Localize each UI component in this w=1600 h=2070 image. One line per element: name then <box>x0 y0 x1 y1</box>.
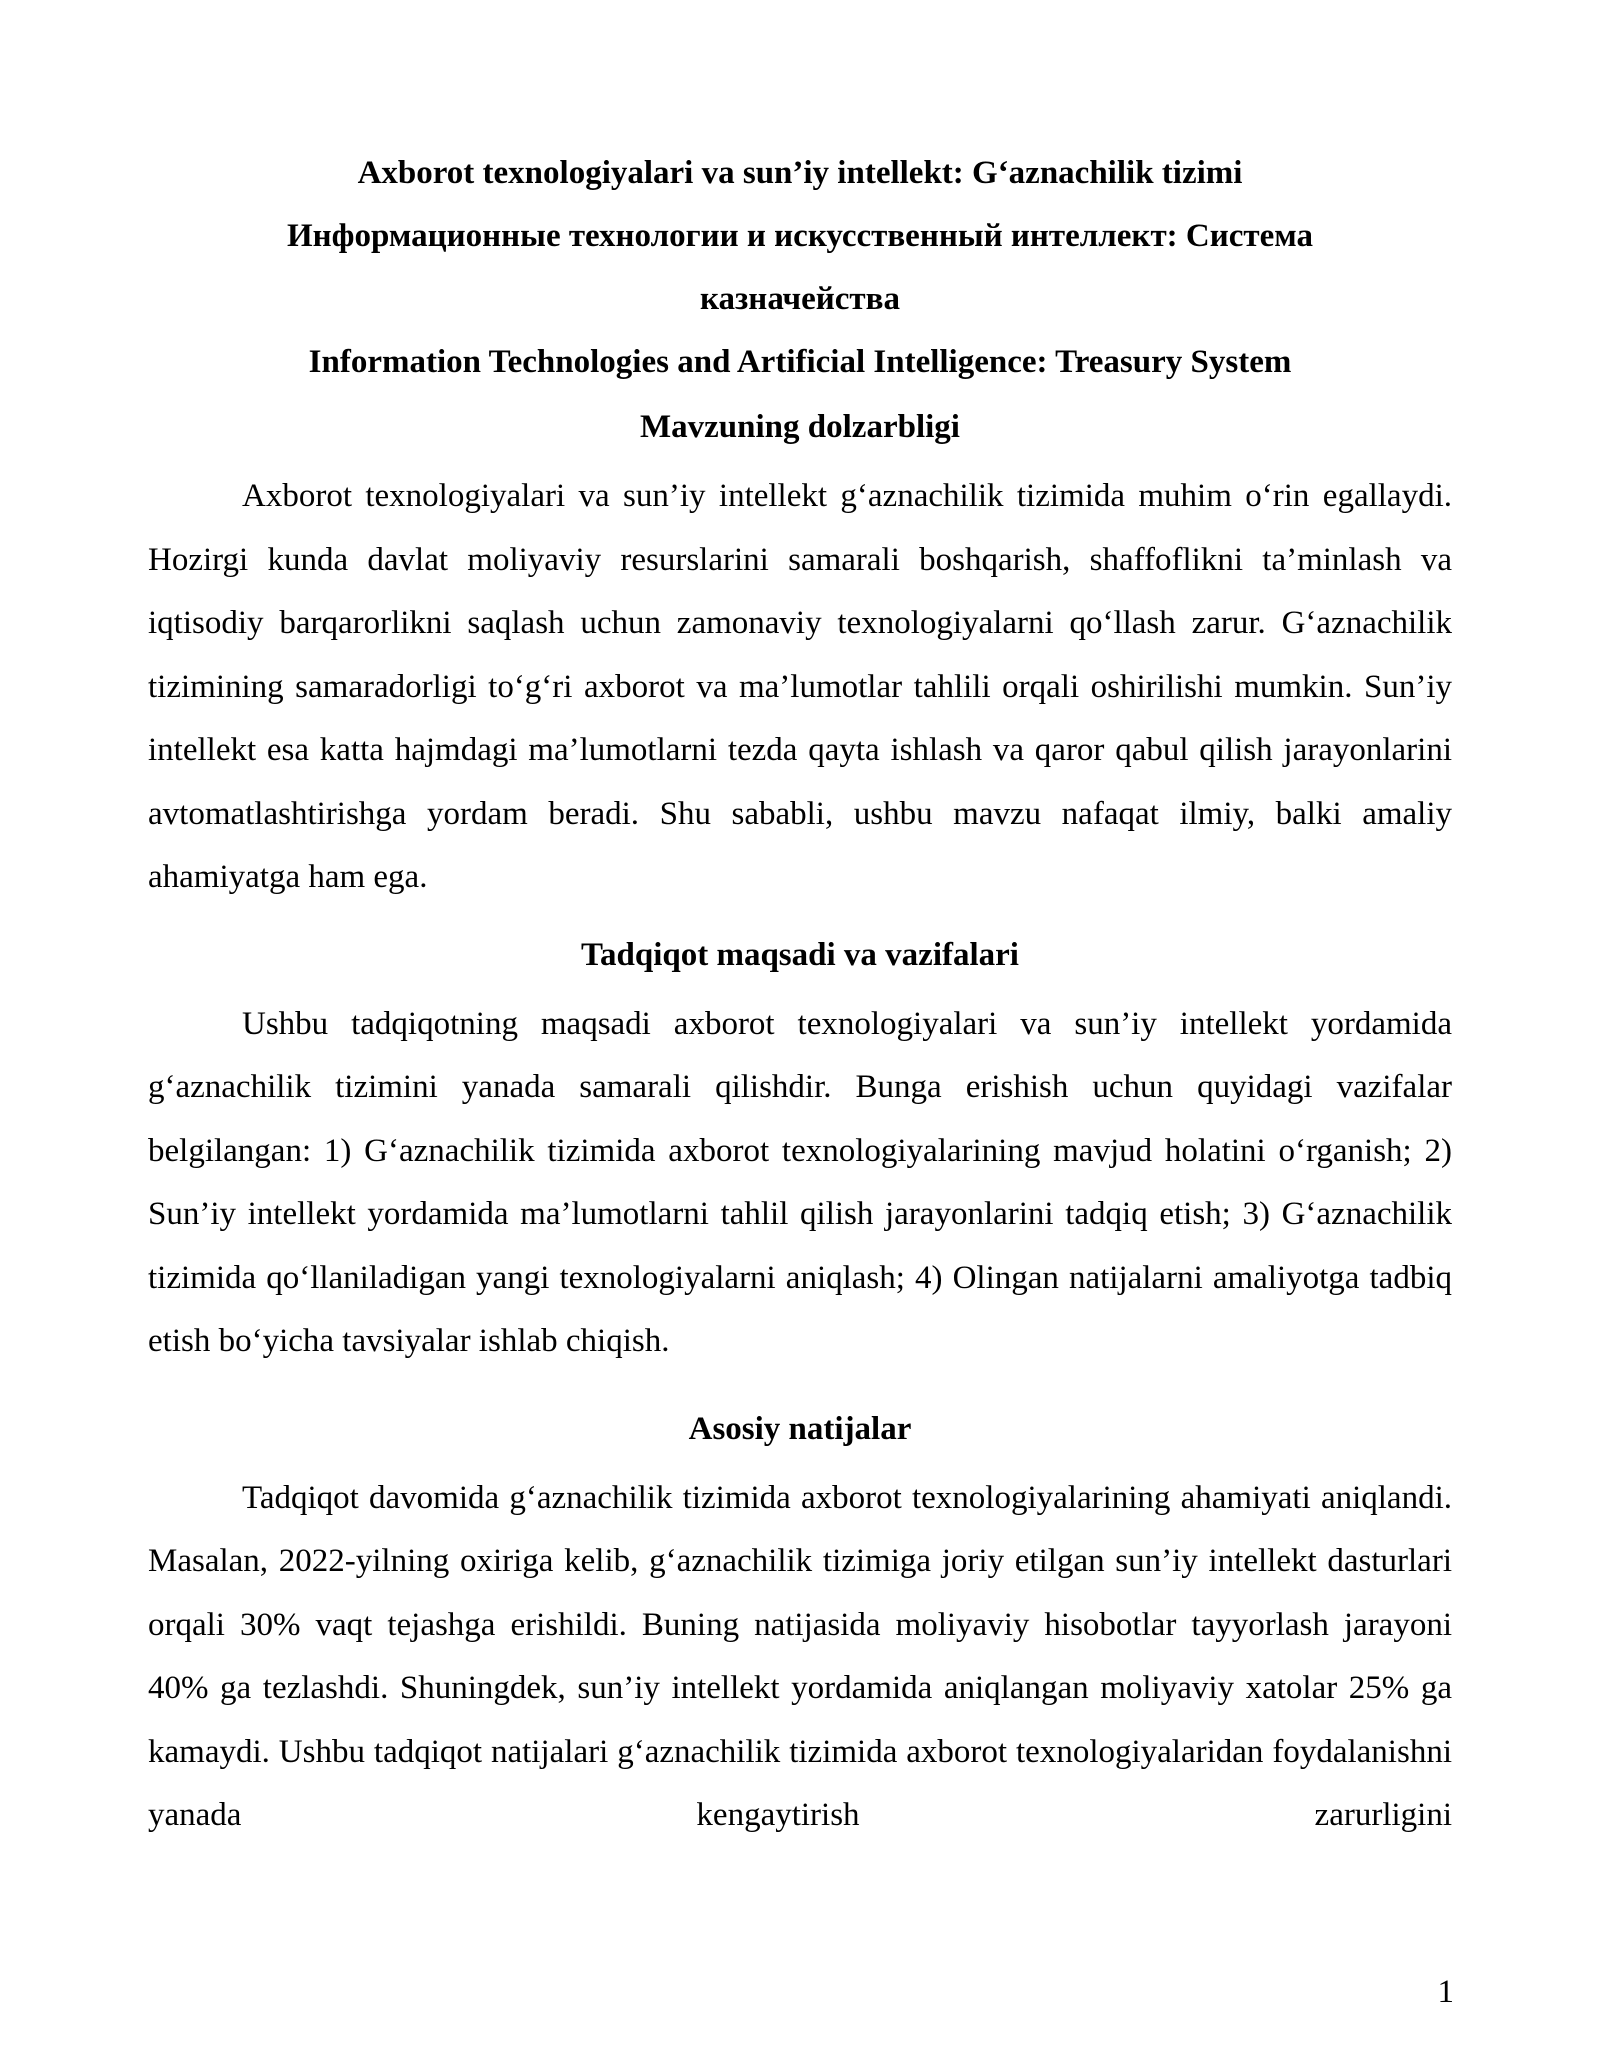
section-heading-results: Asosiy natijalar <box>688 1410 912 1447</box>
section-text-relevance: Axborot texnologiyalari va sun’iy intellekt g‘aznachilik tizimida muhim o‘rin egallaydi. Hozirgi kunda davlat moliyaviy resurslarini samarali boshqarish, shaffoflikni ta’minlash va iqtisodiy barqarorlikni saqlash uchun zamonaviy texnologiyalarni qo‘llash zarur. G‘aznachilik tizimining samaradorligi to‘g‘ri axborot va ma’lumotlar tahlili orqali oshirilishi mumkin. Sun’iy intellekt esa katta hajmdagi ma’lumotlarni tezda qayta ishlash va qaror qabul qilish jarayonlarini avtomatlashtirishga yordam beradi. Shu sababli, ushbu mavzu nafaqat ilmiy, balki amaliy ahamiyatga ham ega. <box>148 478 1452 895</box>
document-page <box>148 142 1452 1848</box>
title-russian: Информационные технологии и искусственный интеллект: Система казначейства <box>287 218 1313 317</box>
section-text-goals: Ushbu tadqiqotning maqsadi axborot texnologiyalari va sun’iy intellekt yordamida g‘aznachilik tizimini yanada samarali qilishdir. Bunga erishish uchun quyidagi vazifalar belgilangan: 1) G‘aznachilik tizimida axborot texnologiyalarining mavjud holatini o‘rganish; 2) Sun’iy intellekt yordamida ma’lumotlarni tahlil qilish jarayonlarini tadqiq etish; 3) G‘aznachilik tizimida qo‘llaniladigan yangi texnologiyalarni aniqlash; 4) Olingan natijalarni amaliyotga tadbiq etish bo‘yicha tavsiyalar ishlab chiqish. <box>148 1005 1452 1359</box>
title-english: Information Technologies and Artificial Intelligence: Treasury System <box>308 344 1292 380</box>
section-text-results: Tadqiqot davomida g‘aznachilik tizimida axborot texnologiyalarining ahamiyati aniqlandi. Masalan, 2022-yilning oxiriga kelib, g‘aznachilik tizimiga joriy etilgan sun’iy intellekt dasturlari orqali 30% vaqt tejashga erishildi. Buning natijasida moliyaviy hisobotlar tayyorlash jarayoni 40% ga tezlashdi. Shuningdek, sun’iy intellekt yordamida aniqlangan moliyaviy xatolar 25% ga kamaydi. Ushbu tadqiqot natijalari g‘aznachilik tizimida axborot texnologiyalaridan foydalanishni yanada kengaytirish zarurligini <box>148 1479 1452 1833</box>
section-heading-goals: Tadqiqot maqsadi va vazifalari <box>581 936 1019 973</box>
section-heading-relevance: Mavzuning dolzarbligi <box>640 409 960 445</box>
title-uzbek: Axborot texnologiyalari va sun’iy intellekt: G‘aznachilik tizimi <box>357 155 1243 191</box>
page-number: 1 <box>1437 1974 1454 2010</box>
